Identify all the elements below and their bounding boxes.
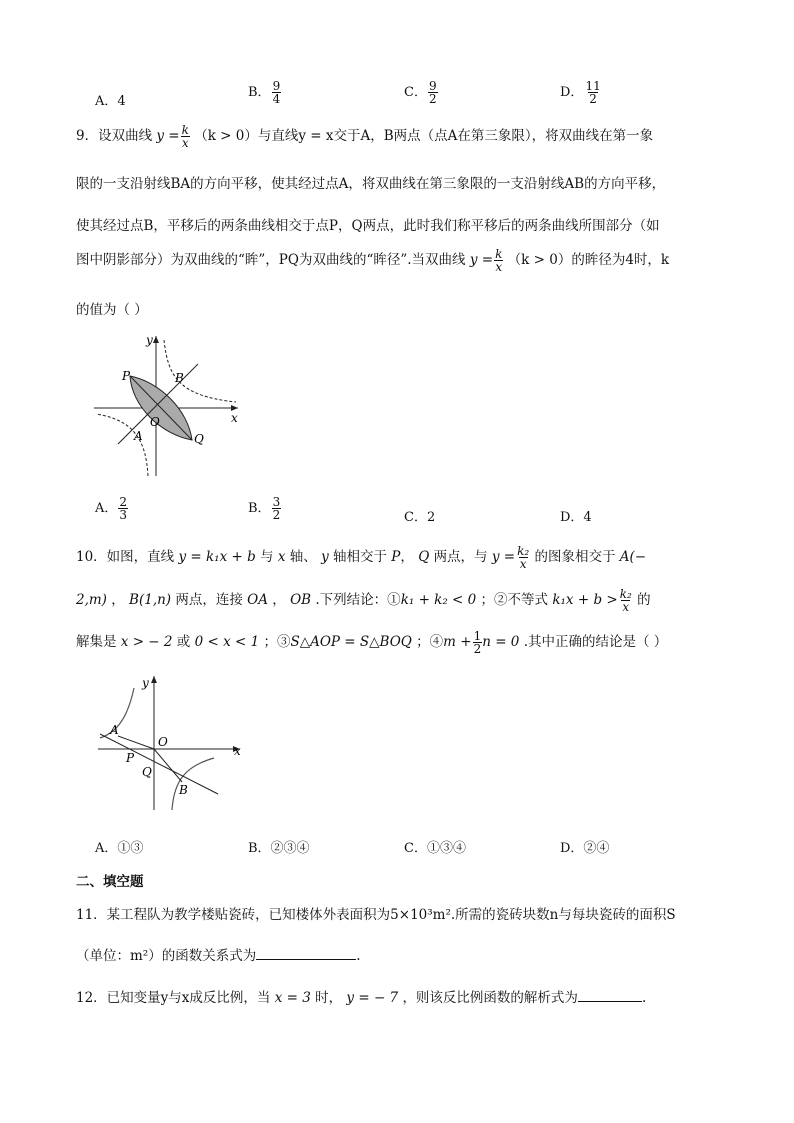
q11-line-1: 11．某工程队为教学楼贴瓷砖，已知楼体外表面积为5×10³m².所需的瓷砖块数n与每块瓷砖的面积S — [76, 907, 676, 923]
label-p: P — [122, 369, 131, 383]
svg-text:O: O — [158, 735, 168, 749]
q9-line-3: 使其经过点B，平移后的两条曲线相交于点P，Q两点，此时我们称平移后的两条曲线所围部分（如 — [76, 218, 660, 234]
svg-text:y: y — [142, 676, 149, 690]
svg-text:P: P — [126, 751, 135, 765]
q9-option-b: B． $\frac{3}{2}$ — [248, 495, 281, 522]
q11-line-2: （单位：m²）的函数关系式为 . — [76, 948, 361, 964]
label-o: O — [150, 415, 160, 429]
q9-line-4: 图中阴影部分）为双曲线的“眸”，PQ为双曲线的“眸径”.当双曲线 y = $\frac{k}{x}$ （k > 0）的眸径为4时，k — [76, 247, 670, 274]
q10-option-c: C．①③④ — [404, 841, 466, 856]
label-a: A — [134, 429, 143, 443]
svg-text:x: x — [234, 744, 241, 758]
svg-text:B: B — [179, 783, 188, 797]
label-q: Q — [194, 432, 204, 446]
label-x: x — [231, 411, 238, 425]
label-y: y — [146, 333, 153, 347]
fraction: $\frac{9}{4}$ — [272, 79, 281, 106]
q9-line-2: 限的一支沿射线BA的方向平移，使其经过点A，将双曲线在第三象限的一支沿射线AB的方向平移， — [76, 176, 666, 192]
label-b: B — [175, 371, 184, 385]
q9-option-a: A． $\frac{2}{3}$ — [95, 495, 128, 522]
q9-option-c: C．2 — [404, 510, 436, 525]
q9-option-d: D．4 — [560, 510, 592, 525]
section-heading: 二、填空题 — [76, 874, 144, 890]
q9-line-1: 9．设双曲线 y = $\frac{k}{x}$ （k > 0）与直线y = x交于A，B两点（点A在第三象限），将双曲线在第一象 — [76, 123, 654, 150]
q8-option-b: B． $\frac{9}{4}$ — [248, 79, 281, 106]
q10-option-b: B．②③④ — [248, 841, 310, 856]
q9-line-5: 的值为（ ） — [76, 302, 148, 318]
q9-figure — [88, 330, 248, 480]
q10-line-1: 10．如图，直线 y = k₁x + b 与 x 轴、 y 轴相交于 P， Q 两点，与 y = $\frac{\text{k₂}}{x}$ 的图象相交于 A(− — [76, 544, 647, 571]
answer-blank[interactable] — [578, 1001, 642, 1002]
q10-figure — [92, 670, 252, 815]
q10-option-a: A．①③ — [95, 841, 144, 856]
q10-option-d: D．②④ — [560, 841, 610, 856]
q10-line-3: 解集是 x > − 2 或 0 < x < 1 ；③S△AOP = S△BOQ ；④m + $\frac{1}{2}$ n = 0 .其中正确的结论是（ ） — [76, 629, 668, 656]
answer-blank[interactable] — [256, 959, 356, 960]
q8-option-a: A．4 — [95, 94, 126, 109]
q8-option-c: C． $\frac{9}{2}$ — [404, 79, 437, 106]
q12-line-1: 12．已知变量y与x成反比例，当 x = 3 时， y = − 7 ，则该反比例函数的解析式为 . — [76, 990, 647, 1006]
svg-text:Q: Q — [142, 765, 152, 779]
q8-option-d: D． $\frac{11}{2}$ — [560, 79, 601, 106]
svg-text:A: A — [110, 723, 119, 737]
fraction: $\frac{9}{2}$ — [428, 79, 437, 106]
q10-line-2: 2,m) ， B(1,n) 两点，连接 OA ， OB .下列结论：①k₁ + k₂ < 0 ；②不等式 k₁x + b > $\frac{\text{k₂}}{x}$ 的 — [76, 587, 651, 614]
fraction: $\frac{11}{2}$ — [585, 79, 601, 106]
